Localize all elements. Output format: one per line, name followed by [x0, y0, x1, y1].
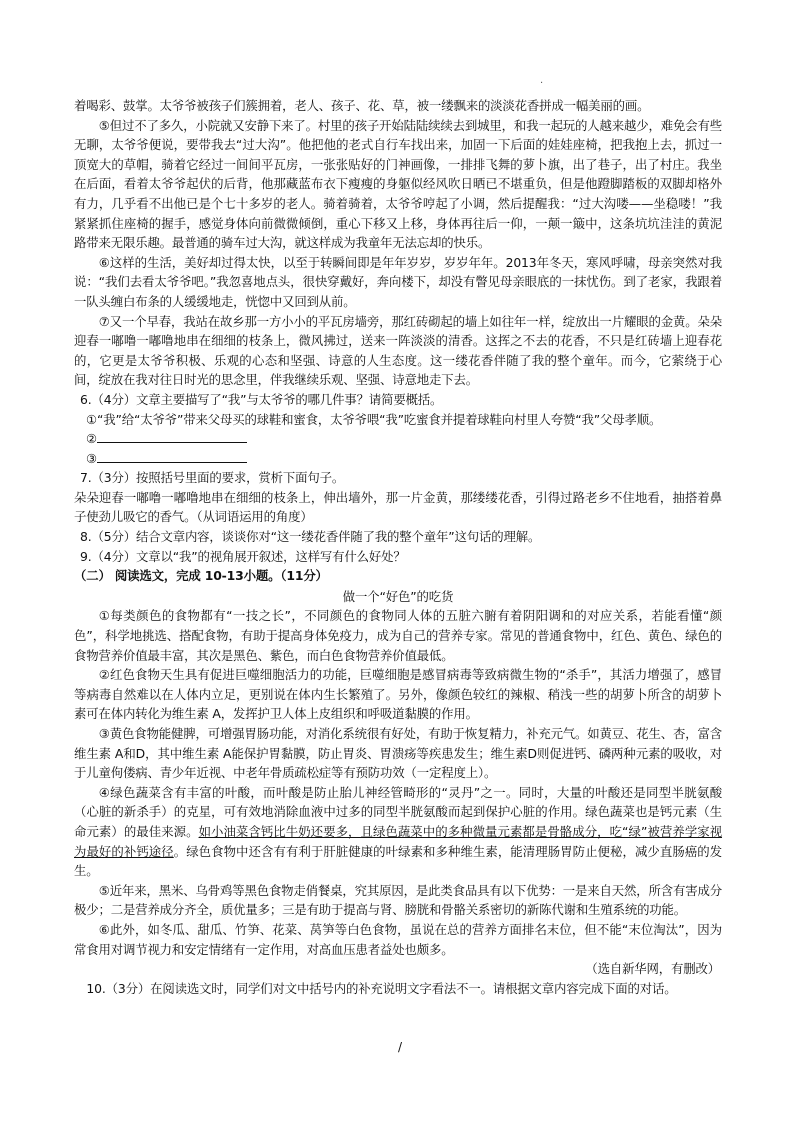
question-6-answer-3[interactable]: ③: [74, 449, 722, 469]
question-10: 10.（3分）在阅读选文时，同学们对文中括号内的补充说明文字看法不一。请根据文章内容完成下面的对话。: [86, 980, 677, 996]
article-paragraph-1: ①每类颜色的食物都有“一技之长”，不同颜色的食物同人体的五脏六腑有着阴阳调和的对应关系，若能看懂“颜色”，科学地挑选、搭配食物，有助于提高身体免疫力，成为自己的营养专家。常见的普通食物中，红色、黄色、绿色的食物营养价值最丰富，其次是黑色、紫色，而白色食物营养价值最低。: [74, 608, 722, 663]
question-9: 9.（4分）文章以“我”的视角展开叙述，这样写有什么好处？: [80, 548, 406, 564]
header-mark: ·: [540, 78, 544, 89]
page-footer-mark: /: [398, 1040, 403, 1054]
article-paragraph-5: ⑤近年来，黑米、乌骨鸡等黑色食物走俏餐桌，究其原因，是此类食品具有以下优势：一是来自天然，所含有害成分极少；二是营养成分齐全，质优量多；三是有助于提高与肾、膀胱和骨骼关系密切的新陈代谢和生殖系统的功能。: [74, 882, 722, 918]
question-6: 6.（4分）文章主要描写了“我”与太爷爷的哪几件事？请简要概括。: [80, 391, 443, 407]
section-2-heading: （二） 阅读选文，完成 10-13小题。（11分）: [74, 568, 328, 584]
question-6-answer-1: ①“我”给“太爷爷”带来父母买的球鞋和蜜食，太爷爷喂“我”吃蜜食并提着球鞋向村里人夸赞“我”父母孝顺。: [86, 411, 662, 427]
underlined-sentence: 如小油菜含钙比牛奶还要多，且绿色蔬菜中的多种微量元素都是骨骼成分，吃“绿”被营养学家视为最好的补钙途径: [74, 823, 723, 859]
article-title: 做一个“好色”的吃货: [342, 588, 454, 604]
story-paragraph-5: ⑤但过不了多久，小院就又安静下来了。村里的孩子开始陆陆续续去到城里，和我一起玩的人越来越少，难免会有些无聊，太爷爷便说，要带我去“过大沟”。他把他的老式自行车找出来，加固一下后面的娃娃座椅，把我抱上去，抓过一顶宽大的草帽，骑着它经过一间间平瓦房，一张张贴好的门神画像，一排排飞舞的萝卜旗，出了巷子，出了村庄。我坐在后面，看着太爷爷起伏的后背，他那藏蓝布衣下瘦瘦的身躯似经风吹日晒已不堪重负，但是他蹬脚踏板的双脚却格外有力，几乎看不出他已是个七十多岁的老人。骑着骑着，太爷爷哼起了小调，然后提醒我：“过大沟喽——坐稳喽！”我紧紧抓住座椅的握手，感觉身体向前微微倾倒，重心下移又上移，身体再往后一仰，一颠一簸中，这条坑坑洼洼的黄泥路带来无限乐趣。最普通的骑车过大沟，就这样成为我童年无法忘却的快乐。: [74, 117, 722, 251]
article-paragraph-2: ②红色食物天生具有促进巨噬细胞活力的功能，巨噬细胞是感冒病毒等致病微生物的“杀手”，其活力增强了，感冒等病毒自然难以在人体内立足，更别说在体内生长繁殖了。另外，像颜色较红的辣椒、稍浅一些的胡萝卜所含的胡萝卜素可在体内转化为维生素 A，发挥护卫人体上皮组织和呼吸道黏膜的作用。: [74, 667, 722, 722]
article-paragraph-4: ④绿色蔬菜含有丰富的叶酸，而叶酸是防止胎儿神经管畸形的“灵丹”之一。同时，大量的叶酸还是同型半胱氨酸（心脏的新杀手）的克星，可有效地消除血液中过多的同型半胱氨酸而起到保护心脏的作用。绿色蔬菜也是钙元素（生命元素）的最佳来源。如小油菜含钙比牛奶还要多，且绿色蔬菜中的多种微量元素都是骨骼成分，吃“绿”被营养学家视为最好的补钙途径。绿色食物中还含有有利于肝脏健康的叶绿素和多种维生素，能清理肠胃防止便秘，减少直肠癌的发生。: [74, 784, 723, 879]
document-body: [74, 96, 722, 998]
answer-blank-line[interactable]: [97, 429, 247, 443]
article-paragraph-3: ③黄色食物能健脾，可增强胃肠功能，对消化系统很有好处，有助于恢复精力，补充元气。如黄豆、花生、杏，富含维生素 A和D，其中维生素 A能保护胃黏膜，防止胃炎、胃溃疡等疾患发生；维生素D则促进钙、磷两种元素的吸收，对于儿童佝偻病、青少年近视、中老年骨质疏松症等有预防功效（一定程度上）。: [74, 726, 722, 781]
story-paragraph-4-end: 着喝彩、鼓掌。太爷爷被孩子们簇拥着，老人、孩子、花、草，被一缕飘来的淡淡花香拼成一幅美丽的画。: [74, 98, 650, 113]
question-6-answer-2[interactable]: ②: [74, 429, 722, 449]
story-paragraph-6: ⑥这样的生活，美好却过得太快，以至于转瞬间即是年年岁岁，岁岁年年。2013年冬天，寒风呼啸，母亲突然对我说：“我们去看太爷爷吧。”我忽喜地点头，很快穿戴好，奔向楼下，却没有瞥见母亲眼底的一抹忧伤。到了老家，我跟着一队头缠白布条的人缓缓地走，恍惚中又回到从前。: [74, 254, 722, 309]
answer-blank-line[interactable]: [97, 449, 247, 463]
question-7: 7.（3分）按照括号里面的要求，赏析下面句子。: [80, 470, 345, 486]
question-8: 8.（5分）结合文章内容，谈谈你对“这一缕花香伴随了我的整个童年”这句话的理解。: [80, 529, 541, 545]
article-source: （选自新华网，有删改）: [585, 961, 720, 977]
article-paragraph-6: ⑥此外，如冬瓜、甜瓜、竹笋、花菜、莴笋等白色食物，虽说在总的营养方面排名末位，但不能“末位淘汰”，因为常食用对调节视力和安定情绪有一定作用，对高血压患者益处也颇多。: [74, 921, 722, 957]
question-7-sentence: 朵朵迎春一嘟噜一嘟噜地串在细细的枝条上，伸出墙外，那一片金黄，那缕缕花香，引得过路老乡不住地看，抽搭着鼻子使劲儿吸它的香气。（从词语运用的角度）: [74, 489, 722, 525]
story-paragraph-7: ⑦又一个早春，我站在故乡那一方小小的平瓦房墙旁，那红砖砌起的墙上如往年一样，绽放出一片耀眼的金黄。朵朵迎春一嘟噜一嘟噜地串在细细的枝条上，微风拂过，送来一阵淡淡的清香。这挥之不去的花香，不只是红砖墙上迎春花的，它更是太爷爷积极、乐观的心态和坚强、诗意的人生态度。这一缕花香伴随了我的整个童年。而今，它萦绕于心间，绽放在我对往日时光的思念里，伴我继续乐观、坚强、诗意地走下去。: [74, 313, 722, 388]
